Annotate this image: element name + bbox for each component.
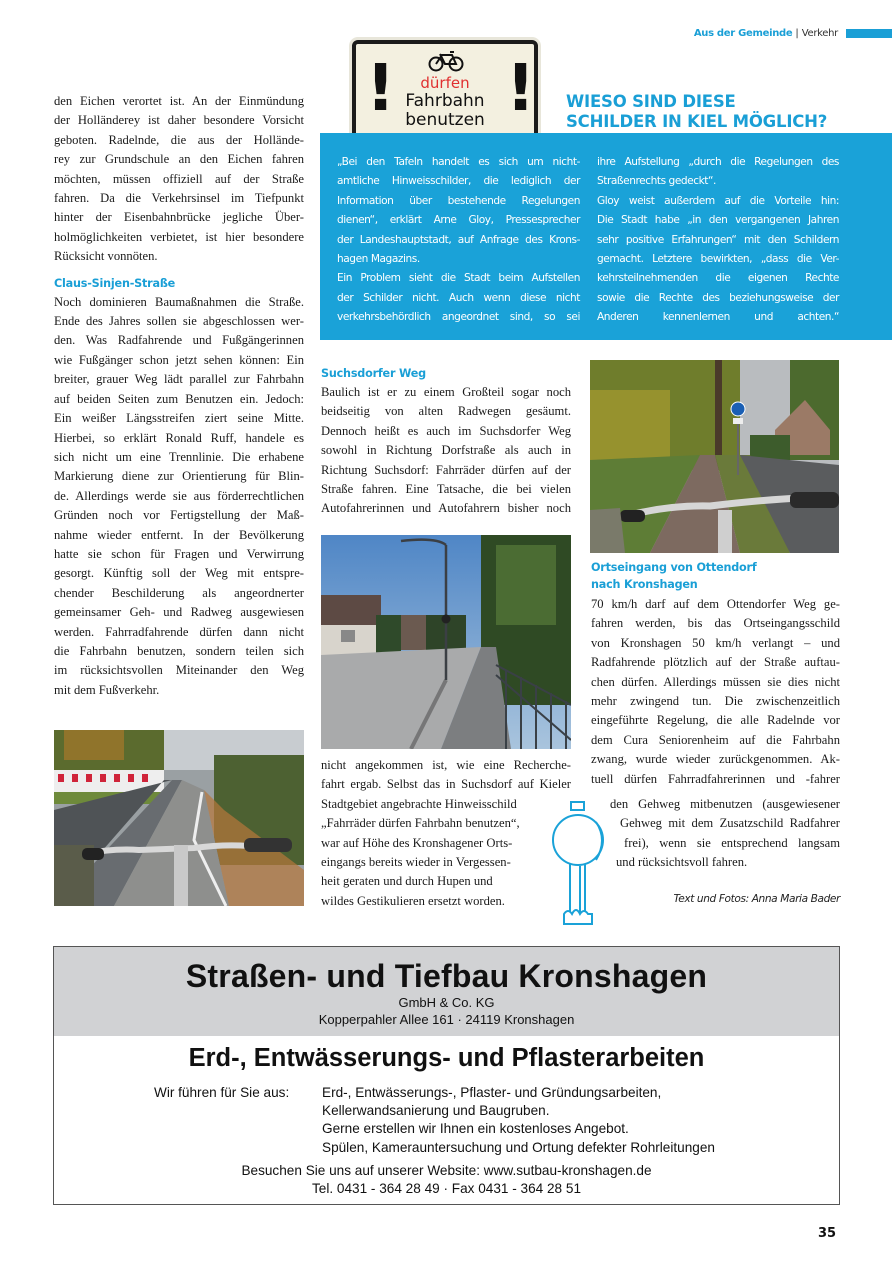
- exclamation-icon: !: [366, 52, 396, 126]
- text-line: sehr positive Erfahrungen“ mit den Schildern: [597, 233, 839, 246]
- ad-company-name: Straßen- und Tiefbau Kronshagen: [185, 958, 708, 994]
- road-sign-illustration: [352, 40, 538, 144]
- text-line: Radfahrende plötzlich auf der Straße auftau-: [591, 655, 840, 670]
- text-line: Dennoch heißt es auch im Suchsdorfer Weg: [321, 423, 571, 438]
- text-line: Richtung Suchsdorf: Fahrräder dürfen auf der: [321, 462, 571, 477]
- text-line: Hierbei, so erklärt Ronald Ruff, handele es: [54, 430, 304, 445]
- text-line: der Schilder nicht. Auch wenn diese nicht: [337, 291, 580, 304]
- header-accent-bar: [846, 29, 892, 38]
- subheading-ortseingang-line-2: nach Kronshagen: [591, 578, 698, 591]
- text-line: verkehrsbehördlich angeordnet sind, so sei: [337, 311, 580, 324]
- text-line: hatte sie schon für Fragen und Verwirrung: [54, 546, 304, 561]
- text-line: chen dürfen. Allerdings müssen sie dies nicht: [591, 674, 840, 689]
- claus-sinjen-paragraph: [54, 293, 304, 701]
- text-line: wie Fußgänger schon jetzt sehen können: Ein: [54, 352, 304, 367]
- text-line: frei), wenn sie entsprechend langsam: [624, 835, 840, 850]
- text-line: holmöglichkeiten verbietet, ist hier besondere: [54, 229, 304, 244]
- suchsdorfer-paragraph: [321, 383, 571, 519]
- sign-word-benutzen: benutzen: [405, 110, 485, 130]
- ad-header: [54, 947, 839, 1036]
- text-line: der Holländerey ist daher besondere Vorsicht: [54, 113, 304, 128]
- text-line: beidseitig von alten Radwegen gesäumt.: [321, 404, 571, 419]
- text-line: rey zur Grundschule an den Eichen fahren: [54, 152, 304, 167]
- text-line: Noch dominieren Baumaßnahmen die Straße.: [54, 294, 304, 309]
- text-line: ihre Aufstellung „durch die Regelungen des: [597, 156, 839, 168]
- exclamation-icon: !: [506, 52, 536, 126]
- text-line: gemacht. Letztere bewirkten, „dass die Ver-: [597, 253, 839, 266]
- running-header: [694, 26, 892, 40]
- text-line: Information über bestehende Regelungen: [337, 194, 580, 207]
- text-line: werden. Fahrradfahrende dürfen dann nicht: [54, 624, 304, 639]
- text-line: wildes Gestikulieren ersetzt worden.: [321, 893, 505, 908]
- text-line: sowohl in Richtung Dorfstraße als auch in: [321, 443, 571, 458]
- text-line: geboten. Radelnde, die aus der Hollände-: [54, 132, 304, 147]
- text-line: gesorgt. Künftig soll der Weg mit entspre-: [54, 566, 304, 581]
- ad-service-item: Erd-, Entwässerungs-, Pflaster- und Gründungsarbeiten,: [322, 1085, 662, 1100]
- column-2: [321, 365, 571, 519]
- text-line: amtliche Hinweisschilder, die lediglich der: [337, 175, 580, 188]
- text-line: Anderen kennenlernen und achten.“: [597, 311, 839, 324]
- column-1: [54, 92, 304, 700]
- text-line: Ende des Jahres sollen sie abgeschlossen wer-: [54, 314, 304, 329]
- section-label: Aus der Gemeinde: [693, 27, 793, 39]
- text-line: eingeführte Regelung, die alle Radelnde vor: [591, 713, 840, 728]
- infobox-left-column: [337, 153, 580, 328]
- text-line: den Eichen verortet ist. An der Einmündung: [54, 94, 304, 108]
- text-line: Straßenrechts gedeckt“.: [597, 175, 716, 188]
- text-line: fahren. Da die Verkehrsinsel im Tiefpunkt: [54, 191, 304, 206]
- text-line: Die Stadt habe „in den vergangenen Jahren: [597, 214, 839, 227]
- photo-credit: Text und Fotos: Anna Maria Bader: [673, 893, 840, 905]
- text-line: chender Beschilderung als angeordnerter: [54, 585, 304, 600]
- ad-service-item: Gerne erstellen wir Ihnen ein kostenloses Angebot.: [322, 1121, 629, 1137]
- ad-services: [154, 1084, 715, 1157]
- text-line: dienen“, erklärt Arne Gloy, Pressesprecher: [337, 214, 580, 227]
- text-line: hagen Magazins.: [337, 253, 420, 266]
- bollard-illustration: [552, 800, 610, 932]
- subheading-ortseingang-line-1: Ortseingang von Ottendorf: [591, 561, 757, 574]
- text-line: den. Was Radfahrende und Fußgängerinnen: [54, 333, 304, 348]
- text-line: nicht angekommen ist, wie eine Recherche-: [321, 758, 571, 772]
- text-line: nahme wieder entfernt. In der Bevölkerung: [54, 527, 304, 542]
- infobox: [320, 133, 892, 340]
- photo-ortseingang-ottendorf: [590, 360, 839, 553]
- text-line: Ein Problem sieht die Stadt beim Aufstellen: [337, 272, 580, 285]
- text-line: zwang, wurde wieder zurückgenommen. Ak-: [591, 752, 840, 767]
- text-line: von Kronshagen 50 km/h verlangt – und: [591, 635, 840, 650]
- text-line: gemeinsamer Geh- und Radweg ausgewiesen: [54, 605, 304, 620]
- text-line: Rücksicht vonnöten.: [54, 249, 158, 264]
- text-line: breiter, grauer Weg lädt parallel zur Fahrbahn: [54, 372, 304, 387]
- ad-headline: Erd-, Entwässerungs- und Pflasterarbeiten: [188, 1044, 705, 1072]
- intro-paragraph: [54, 92, 304, 267]
- infobox-heading: [566, 92, 827, 132]
- text-line: tuell dürfen Fahrradfahrerinnen und -fahrer: [591, 771, 840, 786]
- text-line: mehr zwingend tun. Die zwischenzeitlich: [591, 694, 840, 709]
- text-line: Markierung diene zur Orientierung für Blin-: [54, 469, 304, 484]
- infobox-right-column: [597, 153, 839, 328]
- ad-services-label: Wir führen für Sie aus:: [154, 1085, 290, 1100]
- ad-services-list: [322, 1084, 715, 1157]
- infobox-heading-line-2: SCHILDER IN KIEL MÖGLICH?: [566, 112, 828, 131]
- ortseingang-paragraph: [591, 595, 840, 789]
- text-line: möchten, müssen offiziell auf der Straße: [54, 171, 304, 186]
- text-line: Gründen noch vor Fertigstellung der Maß-: [54, 508, 304, 523]
- text-line: fahrt ergab. Selbst das in Suchsdorf auf Kieler: [321, 777, 571, 792]
- text-line: fahren werden, bis das Ortseingangsschild: [591, 616, 840, 631]
- photo-suchsdorfer-weg: [321, 535, 571, 749]
- sign-word-fahrbahn: Fahrbahn: [405, 91, 485, 111]
- text-line: Stadtgebiet angebrachte Hinweisschild: [321, 796, 517, 811]
- text-line: Gehweg mit dem Zusatzschild Radfahrer: [620, 816, 840, 831]
- suchsdorfer-paragraph-continued: [321, 756, 571, 911]
- ad-legal-form: GmbH & Co. KG: [398, 995, 495, 1010]
- text-line: sich nicht um eine Trennlinie. Die erhabene: [54, 449, 304, 464]
- ortseingang-paragraph-wrapped: [610, 795, 840, 873]
- infobox-heading-line-1: WIESO SIND DIESE: [566, 92, 736, 111]
- text-line: sowie die Rechte des beziehungsweise der: [597, 291, 839, 304]
- ad-phone-fax: Tel. 0431 - 364 28 49 · Fax 0431 - 364 28 51: [311, 1180, 582, 1196]
- header-separator: |: [795, 27, 799, 39]
- text-line: heit geraten und durch Hupen und: [321, 874, 493, 889]
- sign-word-duerfen: dürfen: [420, 74, 470, 92]
- bicycle-icon: [428, 50, 464, 72]
- text-line: Ein weißer Längsstreifen ziert seine Mitte.: [54, 411, 304, 426]
- text-line: die Fahrbahn benutzen, sondern teilen sich: [54, 643, 304, 658]
- text-line: hinter der Eisenbahnbrücke jegliche Über-: [54, 210, 304, 225]
- page-number: 35: [818, 1226, 837, 1241]
- ad-website-link[interactable]: Besuchen Sie uns auf unserer Website: www.sutbau-kronshagen.de: [241, 1163, 652, 1178]
- text-line: de. Allerdings werde sie aus förderrechtlichen: [54, 488, 304, 503]
- text-line: im rücksichtsvollen Miteinander den Weg: [54, 663, 304, 678]
- text-line: der Landeshauptstadt, auf Anfrage des Krons-: [337, 233, 580, 246]
- ad-contact: [54, 1162, 839, 1197]
- advertisement: [53, 946, 840, 1205]
- text-line: auf beiden Seiten zum Benutzen ein. Jedoch:: [54, 391, 304, 406]
- topic-label: Verkehr: [801, 27, 838, 39]
- ad-address: Kopperpahler Allee 161 · 24119 Kronshagen: [318, 1012, 575, 1027]
- text-line: „Fahrräder dürfen Fahrbahn benutzen“,: [321, 816, 520, 831]
- text-line: Straße fahren. Eine Tatsache, die bei vielen: [321, 482, 571, 497]
- text-line: Autofahrerinnen und Autofahrern bisher noch: [321, 501, 571, 516]
- ad-service-item: Kellerwandsanierung und Baugruben.: [322, 1103, 550, 1119]
- text-line: 70 km/h darf auf dem Ottendorfer Weg ge-: [591, 597, 840, 611]
- photo-claus-sinjen-strasse: [54, 730, 304, 906]
- text-line: mit dem Fußverkehr.: [54, 682, 160, 697]
- text-line: Gloy weist außerdem auf die Vorteile hin:: [597, 194, 839, 207]
- text-line: war auf Höhe des Kronshagener Orts-: [321, 835, 513, 850]
- text-line: und rücksichtsvoll fahren.: [616, 855, 748, 870]
- text-line: den Gehweg mitbenutzen (ausgewiesener: [610, 797, 840, 811]
- text-line: „Bei den Tafeln handelt es sich um nicht-: [337, 156, 580, 168]
- text-line: eingangs bereits wieder in Vergessen-: [321, 855, 511, 870]
- column-3: [591, 559, 840, 789]
- ad-service-item: Spülen, Kamerauntersuchung und Ortung defekter Rohrleitungen: [322, 1139, 715, 1155]
- text-line: kehrsteilnehmenden die eigenen Rechte: [597, 272, 839, 285]
- subheading-suchsdorfer-weg: Suchsdorfer Weg: [321, 367, 426, 380]
- text-line: dem Cura Seniorenheim auf die Fahrbahn: [591, 732, 840, 747]
- subheading-claus-sinjen: Claus-Sinjen-Straße: [54, 276, 176, 290]
- text-line: Baulich ist er zu einem Großteil sogar noch: [321, 385, 571, 399]
